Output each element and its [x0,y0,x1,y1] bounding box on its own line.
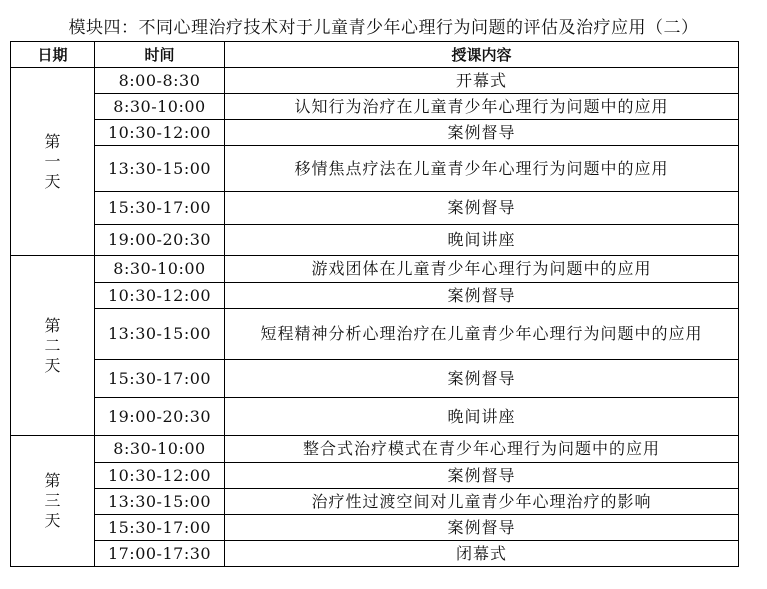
session-content: 案例督导 [225,192,739,225]
table-row [11,541,739,567]
table-row [11,309,739,360]
table-row [11,283,739,309]
session-time: 13:30-15:00 [95,146,225,192]
session-time: 15:30-17:00 [95,192,225,225]
table-row [11,489,739,515]
session-time: 10:30-12:00 [95,283,225,309]
table-row [11,146,739,192]
table-row [11,515,739,541]
session-time: 8:00-8:30 [95,68,225,94]
session-content: 移情焦点疗法在儿童青少年心理行为问题中的应用 [225,146,739,192]
session-content: 治疗性过渡空间对儿童青少年心理治疗的影响 [225,489,739,515]
session-time: 8:30-10:00 [95,256,225,283]
session-time: 10:30-12:00 [95,120,225,146]
session-content: 案例督导 [225,515,739,541]
session-time: 13:30-15:00 [95,309,225,360]
table-row [11,192,739,225]
session-content: 案例督导 [225,120,739,146]
header-content: 授课内容 [225,42,739,68]
session-time: 8:30-10:00 [95,94,225,120]
header-date: 日期 [11,42,95,68]
session-time: 15:30-17:00 [95,360,225,398]
session-content: 晚间讲座 [225,398,739,436]
table-row [11,360,739,398]
day-label: 第 二 天 [11,256,95,436]
session-content: 案例督导 [225,463,739,489]
session-content: 案例督导 [225,360,739,398]
table-row [11,256,739,283]
session-time: 19:00-20:30 [95,398,225,436]
session-time: 8:30-10:00 [95,436,225,463]
table-header-row [11,42,739,68]
schedule-table [10,41,739,567]
session-content: 闭幕式 [225,541,739,567]
session-time: 17:00-17:30 [95,541,225,567]
session-content: 短程精神分析心理治疗在儿童青少年心理行为问题中的应用 [225,309,739,360]
page-title: 模块四：不同心理治疗技术对于儿童青少年心理行为问题的评估及治疗应用（二） [68,18,699,38]
table-row [11,225,739,256]
day-label: 第 三 天 [11,436,95,567]
session-content: 认知行为治疗在儿童青少年心理行为问题中的应用 [225,94,739,120]
table-row [11,436,739,463]
session-time: 13:30-15:00 [95,489,225,515]
table-row [11,463,739,489]
session-time: 19:00-20:30 [95,225,225,256]
table-row [11,94,739,120]
session-time: 15:30-17:00 [95,515,225,541]
table-row [11,68,739,94]
session-content: 开幕式 [225,68,739,94]
session-content: 游戏团体在儿童青少年心理行为问题中的应用 [225,256,739,283]
table-row [11,120,739,146]
session-content: 案例督导 [225,283,739,309]
session-time: 10:30-12:00 [95,463,225,489]
session-content: 整合式治疗模式在青少年心理行为问题中的应用 [225,436,739,463]
day-label: 第 一 天 [11,68,95,256]
header-time: 时间 [95,42,225,68]
session-content: 晚间讲座 [225,225,739,256]
table-row [11,398,739,436]
